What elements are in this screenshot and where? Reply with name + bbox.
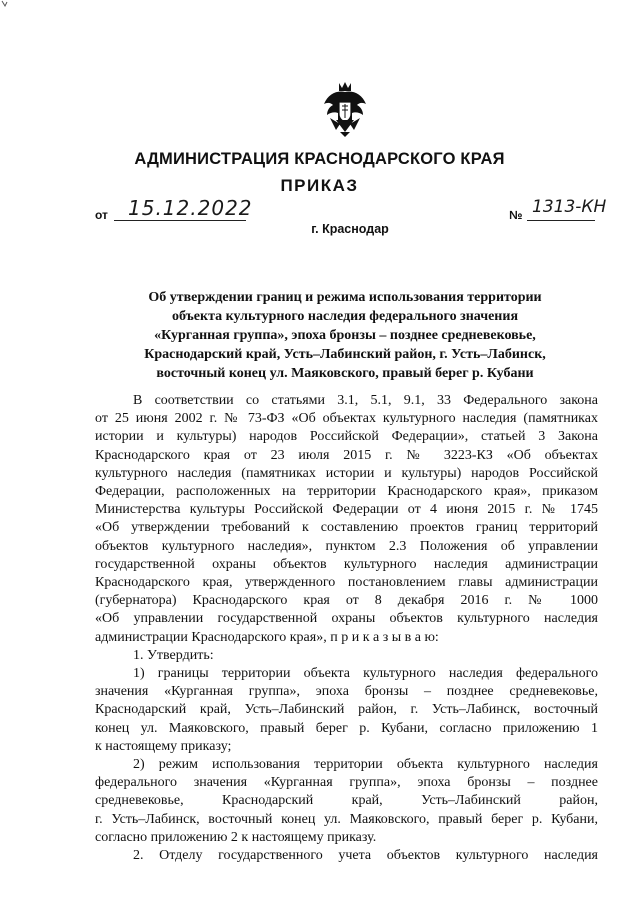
coat-of-arms-icon [322, 80, 368, 138]
body-line: Краснодарского края, утвержденного постановлением главы администрации [95, 575, 598, 591]
body-line: значения «Курганная группа», эпоха бронзы – позднее средневековье, [95, 684, 598, 700]
body-line: Краснодарского края от 23 июля 2015 г. № 3223-КЗ «Об объектах [95, 447, 598, 463]
body-line: 1. Утвердить: [133, 647, 214, 663]
number-label: № [509, 208, 523, 222]
body-line: Краснодарский край, Усть–Лабинский район, г. Усть–Лабинск, восточный [95, 702, 598, 718]
body-line: В соответствии со статьями 3.1, 5.1, 9.1, 33 Федерального закона [133, 393, 598, 408]
body-line: федерального значения «Курганная группа», эпоха бронзы – позднее [95, 775, 598, 791]
body-line: администрации Краснодарского края», п р и к а з ы в а ю: [95, 629, 439, 645]
body-line: конец ул. Маяковского, правый берег р. Кубани, согласно приложению 1 [95, 720, 598, 736]
body-line: (губернатора) Краснодарского края от 8 декабря 2016 г. № 1000 [95, 593, 598, 609]
body-line: от 25 июня 2002 г. № 73-ФЗ «Об объектах культурного наследия (памятниках [95, 411, 598, 427]
document-body [95, 392, 598, 865]
handwritten-number: 1313-КН [532, 197, 607, 217]
date-underline [114, 220, 246, 221]
body-line: 2) режим использования территории объекта культурного наследия [133, 757, 598, 773]
body-line: средневековье, Краснодарский край, Усть–Лабинский район, [95, 793, 598, 809]
title-line: «Курганная группа», эпоха бронзы – позднее средневековье, [154, 328, 536, 343]
date-label: от [95, 208, 108, 222]
title-line: Об утверждении границ и режима использования территории [148, 290, 542, 305]
body-line: государственной охраны объектов культурного наследия администрации [95, 556, 598, 572]
body-line: культурного наследия (памятниках истории и культуры) народов Российской [95, 465, 598, 481]
city-line: г. Краснодар [311, 222, 389, 236]
corner-mark-icon [1, 0, 9, 8]
title-line: восточный конец ул. Маяковского, правый берег р. Кубани [156, 366, 534, 381]
body-line: Федерации, расположенных на территории Краснодарского края», приказом [95, 484, 598, 500]
body-line: объектов культурного наследия», пунктом 2.3 Положения об управлении [95, 538, 598, 554]
number-underline [527, 220, 595, 221]
document-type: ПРИКАЗ [280, 176, 359, 195]
body-line: «Об управлении государственной охраны объектов культурного наследия [95, 611, 598, 627]
body-line: согласно приложению 2 к настоящему приказу. [95, 829, 377, 845]
title-line: объекта культурного наследия федерального значения [171, 309, 519, 324]
body-line: к настоящему приказу; [95, 738, 232, 754]
handwritten-date: 15.12.2022 [128, 196, 253, 220]
organization-name: АДМИНИСТРАЦИЯ КРАСНОДАРСКОГО КРАЯ [134, 150, 505, 168]
body-line: Министерства культуры Российской Федерации от 4 июня 2015 г. № 1745 [95, 502, 598, 518]
body-line: истории и культуры) народов Российской Федерации», статьей 3 Закона [95, 429, 598, 445]
body-line: 1) границы территории объекта культурного наследия федерального [133, 666, 598, 682]
body-line: 2. Отделу государственного учета объектов культурного наследия [133, 848, 598, 864]
document-title [95, 288, 595, 383]
body-line: г. Усть–Лабинск, восточный конец ул. Маяковского, правый берег р. Кубани, [95, 811, 598, 827]
title-line: Краснодарский край, Усть–Лабинский район, г. Усть–Лабинск, [144, 347, 546, 362]
body-line: «Об утверждении требований к составлению проектов границ территорий [95, 520, 598, 536]
